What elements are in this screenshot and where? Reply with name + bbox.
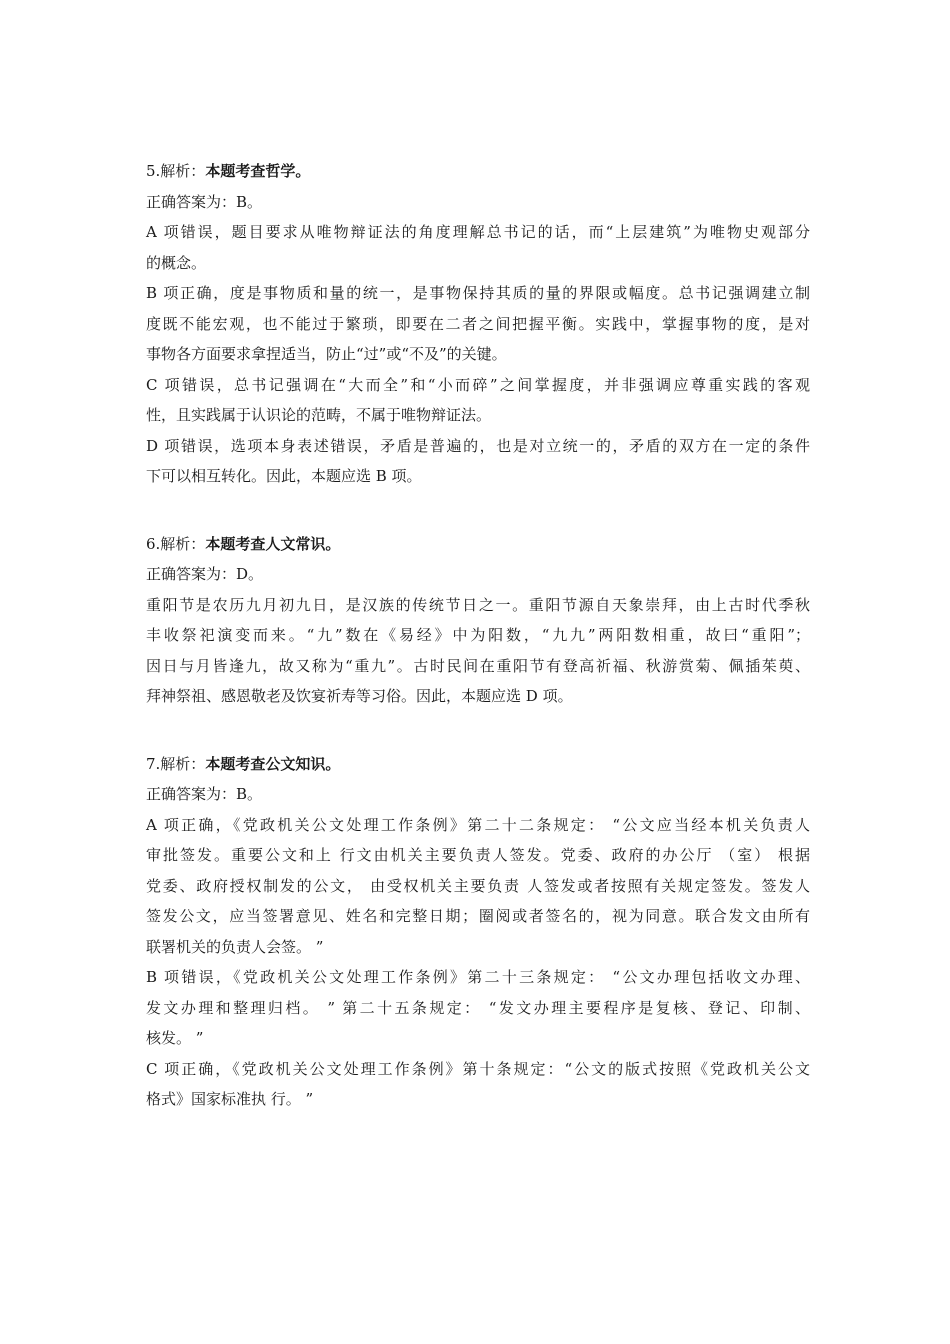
explanation-paragraph bbox=[146, 1054, 810, 1115]
explanation-paragraph bbox=[146, 590, 810, 712]
paragraph-line: 因日与月皆逢九，故又称为“重九”。古时民间在重阳节有登高祈福、秋游赏菊、佩插茱萸、 bbox=[146, 656, 810, 675]
paragraph-line: C 项正确，《党政机关公文处理工作条例》第十条规定：“公文的版式按照《党政机关公文 bbox=[146, 1059, 810, 1078]
explanation-paragraph bbox=[146, 810, 810, 963]
paragraph-line: 事物各方面要求拿捏适当，防止“过”或“不及”的关键。 bbox=[146, 345, 507, 363]
paragraph-line: 丰收祭祀演变而来。“九”数在《易经》中为阳数，“九九”两阳数相重，故曰“重阳”； bbox=[146, 626, 810, 644]
analysis-section-6 bbox=[146, 529, 810, 712]
heading-topic: 本题考查人文常识。 bbox=[205, 534, 341, 553]
paragraph-line: 下可以相互转化。因此，本题应选 B 项。 bbox=[146, 467, 422, 485]
paragraph-line: B 项正确，度是事物质和量的统一，是事物保持其质的量的界限或幅度。总书记强调建立制 bbox=[146, 284, 810, 302]
paragraph-line: 格式》国家标准执 行。 ” bbox=[146, 1090, 314, 1108]
explanation-paragraph bbox=[146, 217, 810, 278]
paragraph-line: A 项正确，《党政机关公文处理工作条例》第二十二条规定： “公文应当经本机关负责人 bbox=[146, 815, 810, 834]
correct-answer: 正确答案为：D。 bbox=[146, 565, 264, 583]
correct-answer: 正确答案为：B。 bbox=[146, 785, 263, 803]
paragraph-line: 度既不能宏观，也不能过于繁琐，即要在二者之间把握平衡。实践中，掌握事物的度，是对 bbox=[146, 314, 810, 333]
paragraph-line: 拜神祭祖、感恩敬老及饮宴祈寿等习俗。因此，本题应选 D 项。 bbox=[146, 687, 573, 705]
heading-prefix: 7.解析： bbox=[146, 754, 206, 773]
analysis-section-5 bbox=[146, 156, 810, 492]
paragraph-line: B 项错误，《党政机关公文处理工作条例》第二十三条规定： “公文办理包括收文办理、 bbox=[146, 968, 810, 986]
section-heading bbox=[146, 529, 810, 560]
paragraph-line: 发文办理和整理归档。 ” 第二十五条规定： “发文办理主要程序是复核、登记、印制、 bbox=[146, 998, 810, 1017]
heading-topic: 本题考查哲学。 bbox=[205, 162, 311, 180]
paragraph-line: 审批签发。重要公文和上 行文由机关主要负责人签发。党委、政府的办公厅 （室） 根据 bbox=[146, 846, 810, 864]
paragraph-line: 性，且实践属于认识论的范畴，不属于唯物辩证法。 bbox=[146, 406, 492, 424]
heading-topic: 本题考查公文知识。 bbox=[205, 754, 341, 773]
paragraph-line: C 项错误，总书记强调在“大而全”和“小而碎”之间掌握度，并非强调应尊重实践的客观 bbox=[146, 375, 810, 394]
explanation-paragraph bbox=[146, 278, 810, 370]
explanation-paragraph bbox=[146, 431, 810, 492]
paragraph-line: A 项错误，题目要求从唯物辩证法的角度理解总书记的话，而“上层建筑”为唯物史观部分 bbox=[146, 223, 810, 241]
paragraph-line: 的概念。 bbox=[146, 253, 207, 272]
correct-answer: 正确答案为：B。 bbox=[146, 192, 263, 211]
explanation-paragraph bbox=[146, 370, 810, 431]
section-heading bbox=[146, 156, 810, 187]
paragraph-line: 重阳节是农历九月初九日，是汉族的传统节日之一。重阳节源自天象崇拜，由上古时代季秋 bbox=[146, 595, 810, 614]
paragraph-line: 核发。 ” bbox=[146, 1029, 204, 1047]
paragraph-line: D 项错误，选项本身表述错误，矛盾是普遍的，也是对立统一的，矛盾的双方在一定的条件 bbox=[146, 436, 810, 455]
heading-prefix: 6.解析： bbox=[146, 534, 206, 553]
heading-prefix: 5.解析： bbox=[146, 162, 206, 180]
paragraph-line: 党委、政府授权制发的公文， 由受权机关主要负责 人签发或者按照有关规定签发。签发人 bbox=[146, 876, 810, 895]
section-heading bbox=[146, 749, 810, 780]
analysis-section-7 bbox=[146, 749, 810, 1115]
paragraph-line: 签发公文，应当签署意见、姓名和完整日期；圈阅或者签名的，视为同意。联合发文由所有 bbox=[146, 907, 810, 925]
paragraph-line: 联署机关的负责人会签。 ” bbox=[146, 937, 324, 956]
document-content bbox=[146, 156, 810, 1152]
explanation-paragraph bbox=[146, 962, 810, 1054]
